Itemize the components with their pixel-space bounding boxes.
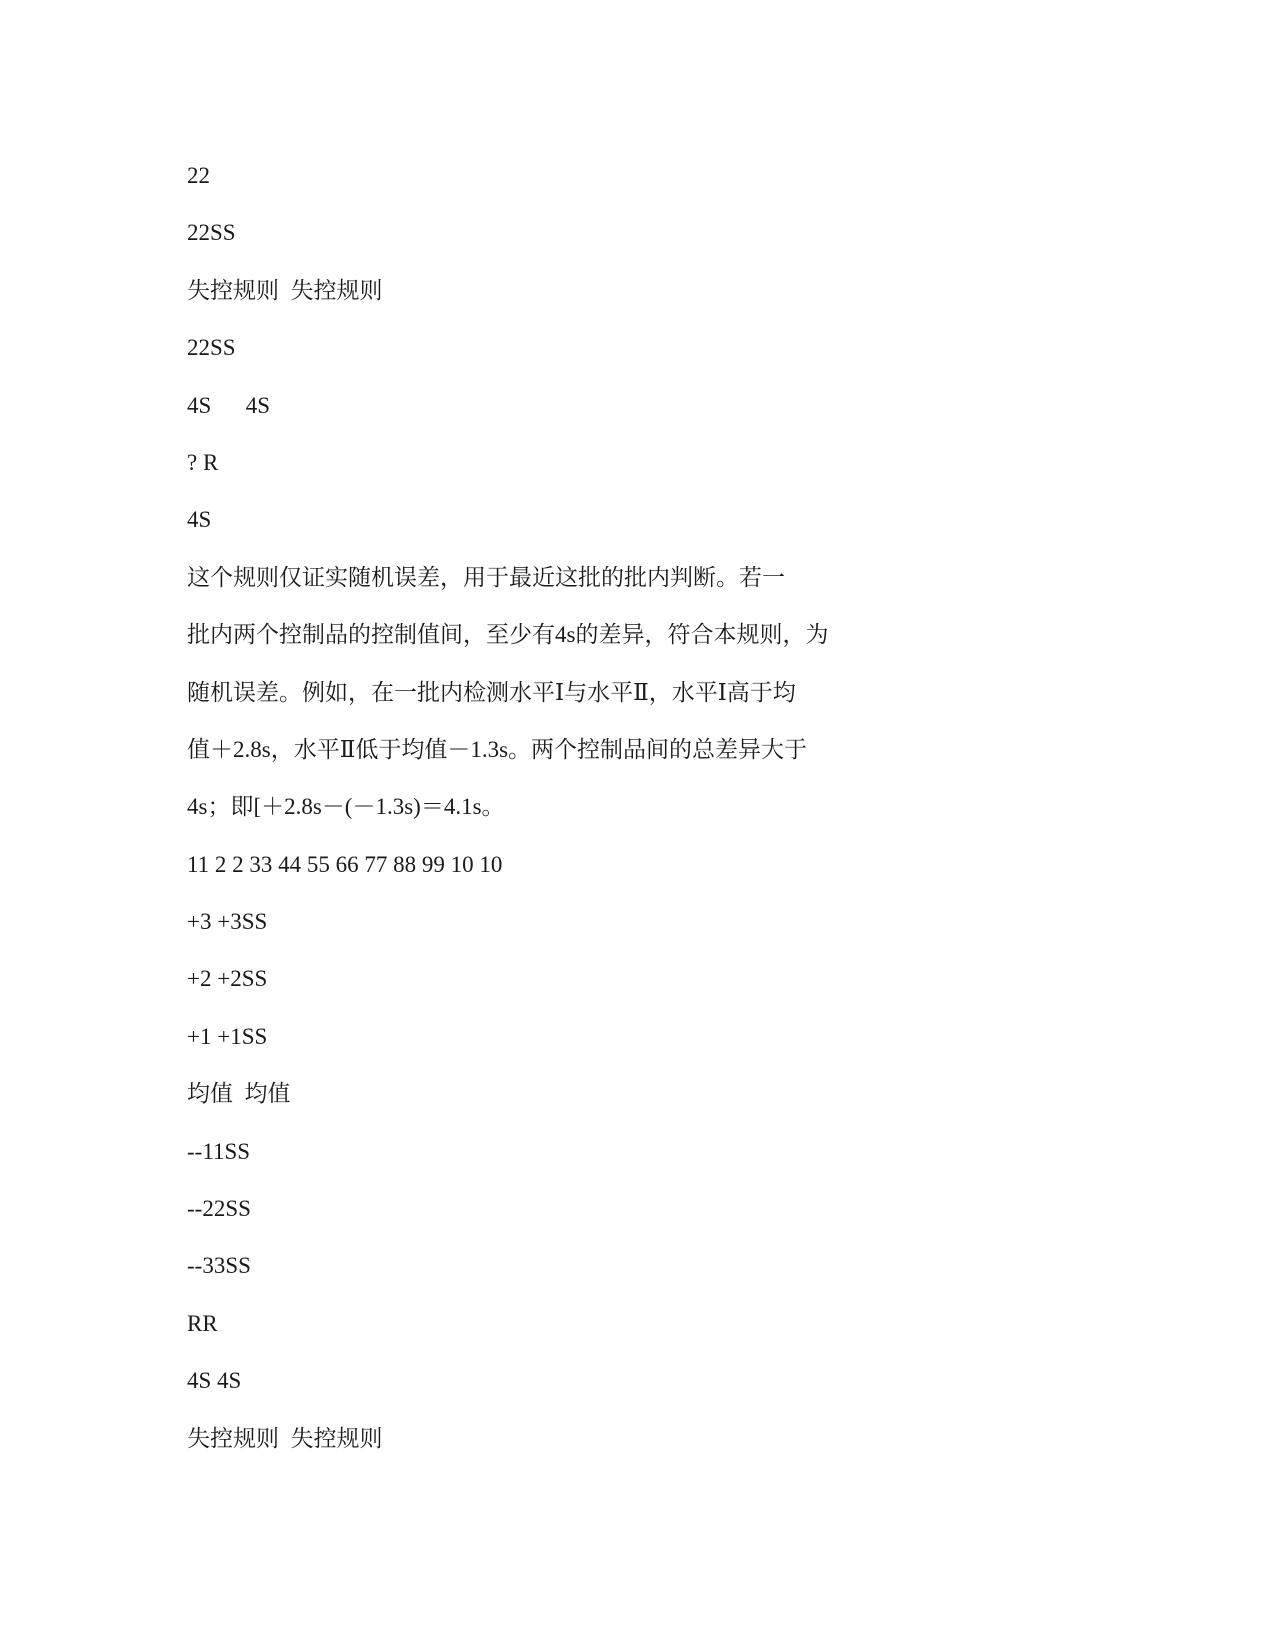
text-line: 失控规则 失控规则 bbox=[187, 1425, 383, 1451]
text-line: +2 +2SS bbox=[187, 966, 268, 992]
text-line: 失控规则 失控规则 bbox=[187, 277, 383, 303]
text-line: 22SS bbox=[187, 335, 236, 361]
text-line: 4S 4S bbox=[187, 392, 271, 418]
text-line: 4S bbox=[187, 507, 212, 533]
text-line: +3 +3SS bbox=[187, 909, 268, 935]
paragraph-line: 随机误差。例如，在一批内检测水平Ⅰ与水平Ⅱ，水平Ⅰ高于均 bbox=[187, 679, 796, 705]
paragraph-line: 4s；即[＋2.8s－(－1.3s)＝4.1s。 bbox=[187, 794, 505, 820]
document-body bbox=[187, 147, 1067, 1467]
text-line: --33SS bbox=[187, 1253, 251, 1279]
text-line: 11 2 2 33 44 55 66 77 88 99 10 10 bbox=[187, 851, 503, 877]
paragraph-line: 这个规则仅证实随机误差，用于最近这批的批内判断。若一 bbox=[187, 564, 785, 590]
text-line: --22SS bbox=[187, 1196, 251, 1222]
text-line: +1 +1SS bbox=[187, 1023, 268, 1049]
text-line: 均值 均值 bbox=[187, 1081, 291, 1107]
paragraph-line: 值＋2.8s，水平Ⅱ低于均值－1.3s。两个控制品间的总差异大于 bbox=[187, 736, 808, 762]
text-line: --11SS bbox=[187, 1138, 251, 1164]
text-line: 4S 4S bbox=[187, 1368, 242, 1394]
text-line: 22 bbox=[187, 163, 210, 188]
paragraph-line: 批内两个控制品的控制值间，至少有4s的差异，符合本规则，为 bbox=[187, 622, 829, 648]
text-line: ? R bbox=[187, 449, 219, 475]
text-line: 22SS bbox=[187, 220, 236, 246]
text-line: RR bbox=[187, 1310, 218, 1336]
